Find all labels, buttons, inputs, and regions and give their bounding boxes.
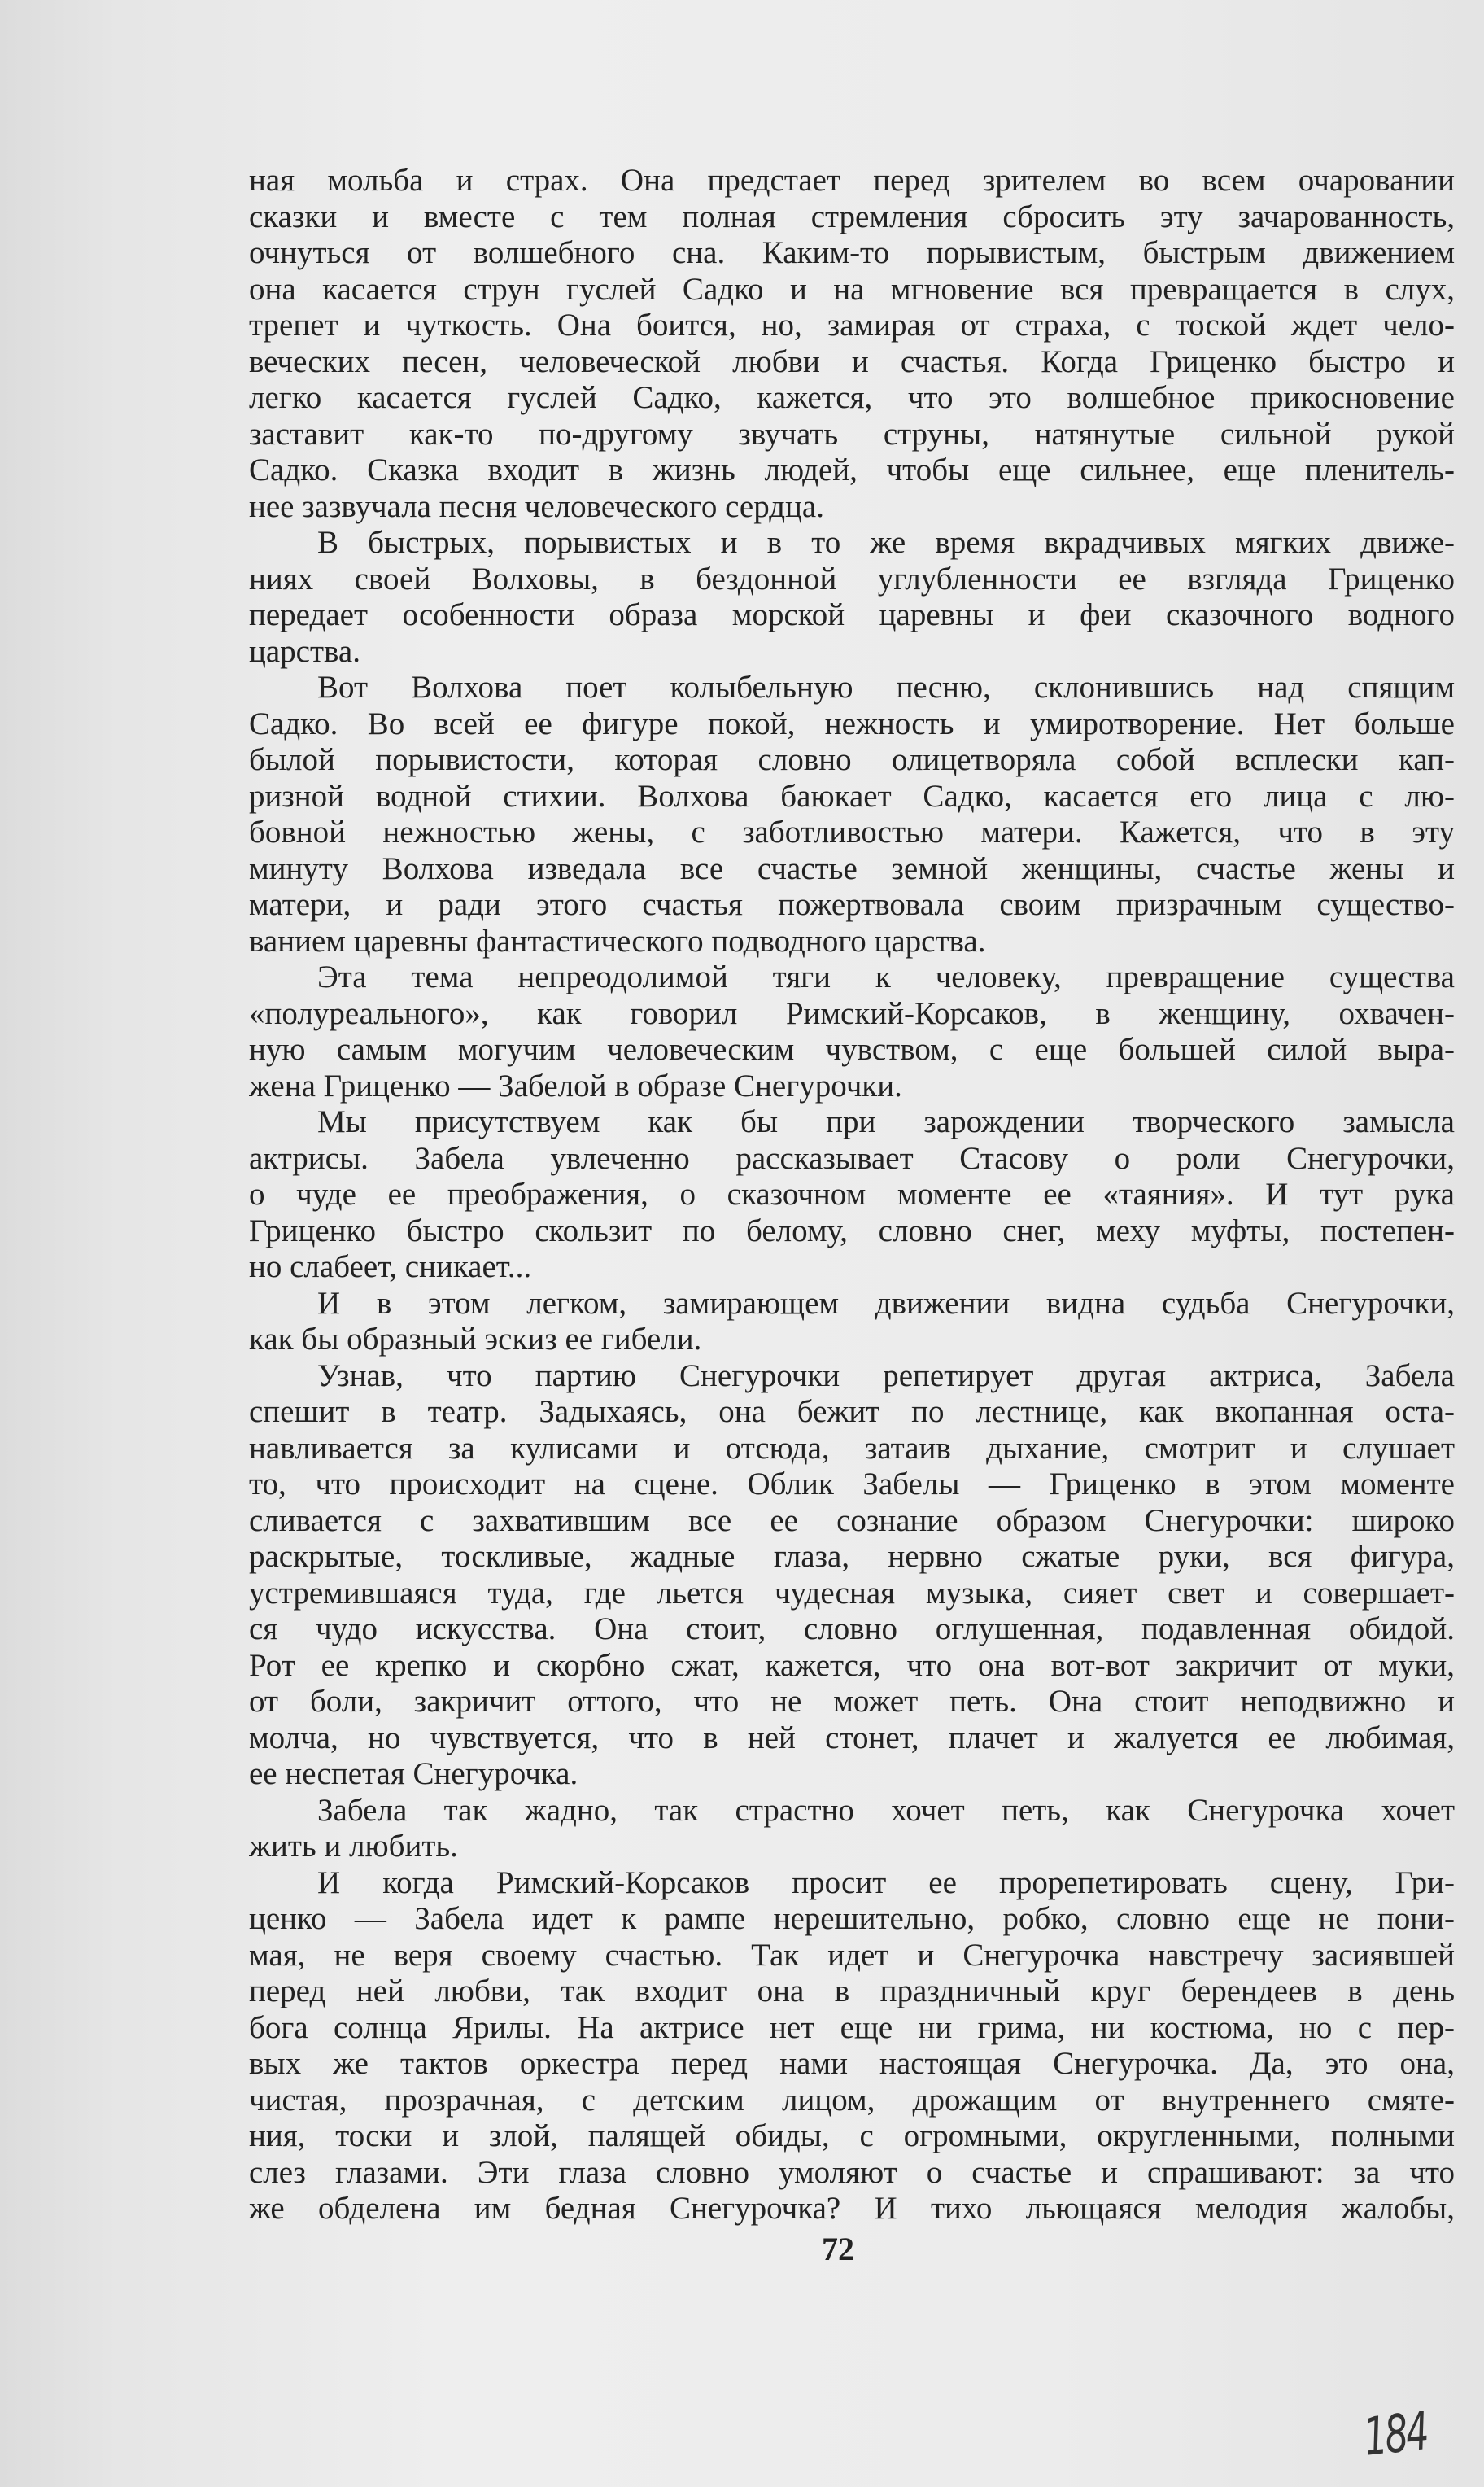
text-line: то, что происходит на сцене. Облик Забелы — Гриценко в этом моменте (249, 1466, 1455, 1501)
text-line: бовной нежностью жены, с заботливостью матери. Кажется, что в эту (249, 815, 1455, 850)
text-line: В быстрых, порывистых и в то же время вкрадчивых мягких движе- (317, 525, 1455, 560)
text-line: Мы присутствуем как бы при зарождении творческого замысла (317, 1104, 1455, 1139)
text-line: Эта тема непреодолимой тяги к человеку, превращение существа (317, 959, 1455, 994)
paragraph (249, 1104, 1455, 1286)
text-line: нее зазвучала песня человеческого сердца. (249, 488, 824, 524)
text-line: слез глазами. Эти глаза словно умоляют о счастье и спрашивают: за что (249, 2154, 1455, 2190)
text-line: устремившаяся туда, где льется чудесная музыка, сияет свет и совершает- (249, 1575, 1455, 1611)
text-line: ванием царевны фантастического подводного царства. (249, 923, 986, 959)
text-line: жить и любить. (249, 1829, 458, 1864)
page-number: 72 (822, 2231, 854, 2267)
text-line: ее неспетая Снегурочка. (249, 1756, 578, 1791)
text-line: легко касается гуслей Садко, кажется, что это волшебное прикосновение (249, 380, 1455, 415)
text-line: Гриценко быстро скользит по белому, словно снег, меху муфты, постепен- (249, 1213, 1455, 1248)
text-line: от боли, закричит оттого, что не может петь. Она стоит неподвижно и (249, 1684, 1455, 1719)
paragraph (249, 1358, 1455, 1793)
text-line: веческих песен, человеческой любви и счастья. Когда Гриценко быстро и (249, 343, 1455, 379)
text-line: ценко — Забела идет к рампе нерешительно, робко, словно еще не пони- (249, 1901, 1455, 1936)
text-line: ризной водной стихии. Волхова баюкает Садко, касается его лица с лю- (249, 778, 1455, 814)
text-line: перед ней любви, так входит она в праздничный круг берендеев в день (249, 1973, 1455, 2008)
text-line: Забела так жадно, так страстно хочет петь, как Снегурочка хочет (317, 1792, 1455, 1828)
paragraph (249, 1286, 1455, 1358)
paragraph (249, 959, 1455, 1104)
text-line: трепет и чуткость. Она боится, но, замирая от страха, с тоской ждет чело- (249, 308, 1455, 343)
paragraph (249, 163, 1455, 525)
paragraph (249, 670, 1455, 959)
text-line: ния, тоски и злой, палящей обиды, с огромными, округленными, полными (249, 2118, 1455, 2153)
text-line: ная мольба и страх. Она предстает перед зрителем во всем очаровании (249, 163, 1455, 198)
text-line: но слабеет, сникает... (249, 1249, 532, 1284)
text-line: навливается за кулисами и отсюда, затаив дыхание, смотрит и слушает (249, 1430, 1455, 1466)
text-line: Садко. Сказка входит в жизнь людей, чтобы еще сильнее, еще пленитель- (249, 452, 1455, 487)
text-line: мая, не веря своему счастью. Так идет и Снегурочка навстречу засиявшей (249, 1937, 1455, 1973)
text-line: былой порывистости, которая словно олицетворяла собой всплески кап- (249, 742, 1455, 777)
text-line: спешит в театр. Задыхаясь, она бежит по лестнице, как вкопанная оста- (249, 1394, 1455, 1429)
text-line: молча, но чувствуется, что в ней стонет, плачет и жалуется ее любимая, (249, 1720, 1455, 1755)
text-line: матери, и ради этого счастья пожертвовала своим призрачным существо- (249, 887, 1455, 922)
text-line: передает особенности образа морской царевны и феи сказочного водного (249, 597, 1455, 632)
text-line: Рот ее крепко и скорбно сжат, кажется, что она вот-вот закричит от муки, (249, 1647, 1455, 1683)
text-line: раскрытые, тоскливые, жадные глаза, нервно сжатые руки, вся фигура, (249, 1539, 1455, 1574)
text-line: сливается с захватившим все ее сознание образом Снегурочки: широко (249, 1502, 1455, 1538)
text-line: «полуреального», как говорил Римский-Корсаков, в женщину, охвачен- (249, 995, 1455, 1031)
paragraph (249, 525, 1455, 670)
text-line: бога солнца Ярилы. На актрисе нет еще ни грима, ни костюма, но с пер- (249, 2009, 1455, 2045)
text-line: о чуде ее преображения, о сказочном моменте ее «таяния». И тут рука (249, 1177, 1455, 1212)
text-line: минуту Волхова изведала все счастье земной женщины, счастье жены и (249, 850, 1455, 886)
text-line: ниях своей Волховы, в бездонной углубленности ее взгляда Гриценко (249, 561, 1455, 597)
text-line: жена Гриценко — Забелой в образе Снегурочки. (249, 1068, 902, 1104)
text-line: же обделена им бедная Снегурочка? И тихо льющаяся мелодия жалобы, (249, 2191, 1455, 2226)
text-line: И в этом легком, замирающем движении видна судьба Снегурочки, (317, 1285, 1455, 1321)
text-line: ся чудо искусства. Она стоит, словно оглушенная, подавленная обидой. (249, 1611, 1455, 1646)
text-line: вых же тактов оркестра перед нами настоящая Снегурочка. Да, это она, (249, 2046, 1455, 2081)
text-line: она касается струн гуслей Садко и на мгновение вся превращается в слух, (249, 271, 1455, 307)
text-line: И когда Римский-Корсаков просит ее прорепетировать сцену, Гри- (317, 1864, 1455, 1900)
body-text (249, 163, 1455, 2227)
text-line: Вот Волхова поет колыбельную песню, склонившись над спящим (317, 670, 1455, 705)
paragraph (249, 1793, 1455, 1865)
text-line: сказки и вместе с тем полная стремления сбросить эту зачарованность, (249, 199, 1455, 234)
text-line: Узнав, что партию Снегурочки репетирует другая актриса, Забела (317, 1357, 1455, 1393)
text-line: ную самым могучим человеческим чувством, с еще большей силой выра- (249, 1032, 1455, 1067)
text-line: актрисы. Забела увлеченно рассказывает Стасову о роли Снегурочки, (249, 1140, 1455, 1176)
text-line: заставит как-то по-другому звучать струны, натянутые сильной рукой (249, 416, 1455, 452)
handwritten-archive-number: 184 (1360, 2402, 1430, 2468)
text-line: очнуться от волшебного сна. Каким-то порывистым, быстрым движением (249, 235, 1455, 270)
text-line: царства. (249, 633, 360, 669)
text-line: чистая, прозрачная, с детским лицом, дрожащим от внутреннего смяте- (249, 2082, 1455, 2118)
text-line: как бы образный эскиз ее гибели. (249, 1322, 702, 1357)
text-line: Садко. Во всей ее фигуре покой, нежность и умиротворение. Нет больше (249, 706, 1455, 741)
paragraph (249, 1865, 1455, 2227)
